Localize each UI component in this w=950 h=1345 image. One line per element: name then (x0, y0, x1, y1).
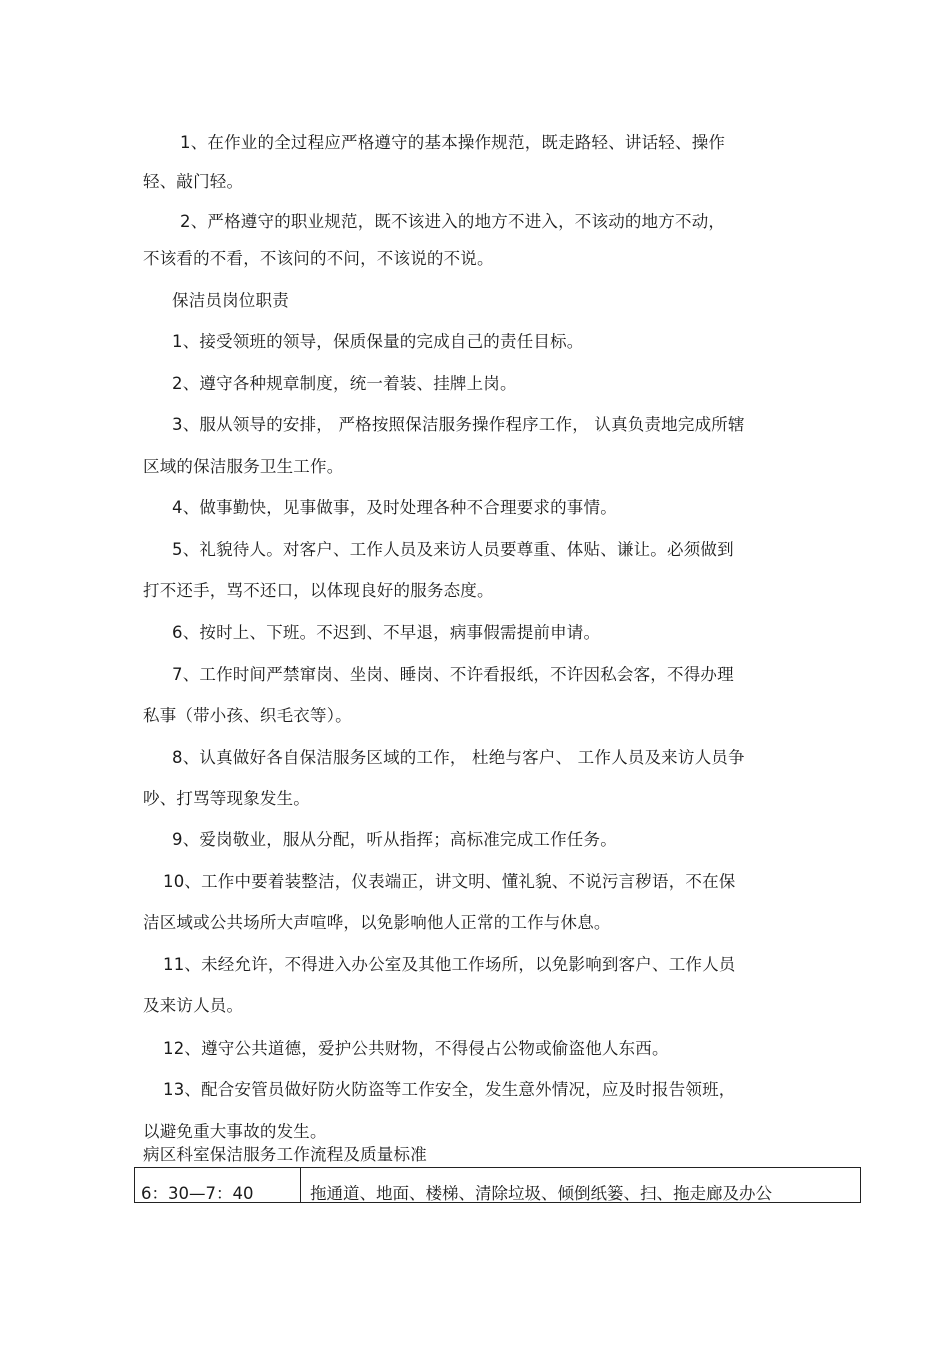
table-title: 病区科室保洁服务工作流程及质量标准 (143, 1145, 427, 1164)
duty-10-line-2: 洁区域或公共场所大声喧哗，以免影响他人正常的工作与休息。 (143, 913, 611, 932)
rule-1-line-1: 1、在作业的全过程应严格遵守的基本操作规范，既走路轻、讲话轻、操作 (180, 133, 726, 152)
duty-8-line-2: 吵、打骂等现象发生。 (143, 789, 310, 808)
duty-3-line-1: 3、服从领导的安排， 严格按照保洁服务操作程序工作， 认真负责地完成所辖 (172, 415, 745, 434)
rule-2-line-2: 不该看的不看，不该问的不问，不该说的不说。 (143, 249, 494, 268)
duty-5-line-2: 打不还手，骂不还口，以体现良好的服务态度。 (143, 581, 494, 600)
duty-7-line-1: 7、工作时间严禁窜岗、坐岗、睡岗、不许看报纸，不许因私会客，不得办理 (172, 665, 734, 684)
duty-9-line-1: 9、爱岗敬业，服从分配，听从指挥；高标准完成工作任务。 (172, 830, 617, 849)
duty-6-line-1: 6、按时上、下班。不迟到、不早退，病事假需提前申请。 (172, 623, 601, 642)
duty-1-line-1: 1、接受领班的领导，保质保量的完成自己的责任目标。 (172, 332, 584, 351)
duty-5-line-1: 5、礼貌待人。对客户、工作人员及来访人员要尊重、体贴、谦让。必须做到 (172, 540, 734, 559)
duty-8-line-1: 8、认真做好各自保洁服务区域的工作， 杜绝与客户、 工作人员及来访人员争 (172, 748, 745, 767)
table-cell-time: 6：30—7：40 (135, 1168, 301, 1202)
duty-4-line-1: 4、做事勤快，见事做事，及时处理各种不合理要求的事情。 (172, 498, 617, 517)
duty-10-line-1: 10、工作中要着装整洁，仪表端正，讲文明、懂礼貌、不说污言秽语，不在保 (163, 872, 736, 891)
schedule-table (134, 1167, 861, 1203)
duty-heading: 保洁员岗位职责 (172, 291, 289, 310)
table-cell-task: 拖通道、地面、楼梯、清除垃圾、倾倒纸篓、扫、拖走廊及办公 (310, 1184, 772, 1203)
rule-1-line-2: 轻、敲门轻。 (143, 172, 244, 191)
duty-3-line-2: 区域的保洁服务卫生工作。 (143, 457, 344, 476)
duty-2-line-1: 2、遵守各种规章制度，统一着装、挂牌上岗。 (172, 374, 517, 393)
duty-11-line-1: 11、未经允许，不得进入办公室及其他工作场所，以免影响到客户、工作人员 (163, 955, 736, 974)
rule-2-line-1: 2、严格遵守的职业规范，既不该进入的地方不进入，不该动的地方不动， (180, 212, 726, 231)
duty-13-line-1: 13、配合安管员做好防火防盗等工作安全，发生意外情况，应及时报告领班， (163, 1080, 736, 1099)
duty-11-line-2: 及来访人员。 (143, 996, 244, 1015)
duty-13-line-2: 以避免重大事故的发生。 (143, 1122, 327, 1141)
duty-12-line-1: 12、遵守公共道德，爱护公共财物，不得侵占公物或偷盗他人东西。 (163, 1039, 669, 1058)
duty-7-line-2: 私事（带小孩、织毛衣等）。 (143, 706, 352, 725)
